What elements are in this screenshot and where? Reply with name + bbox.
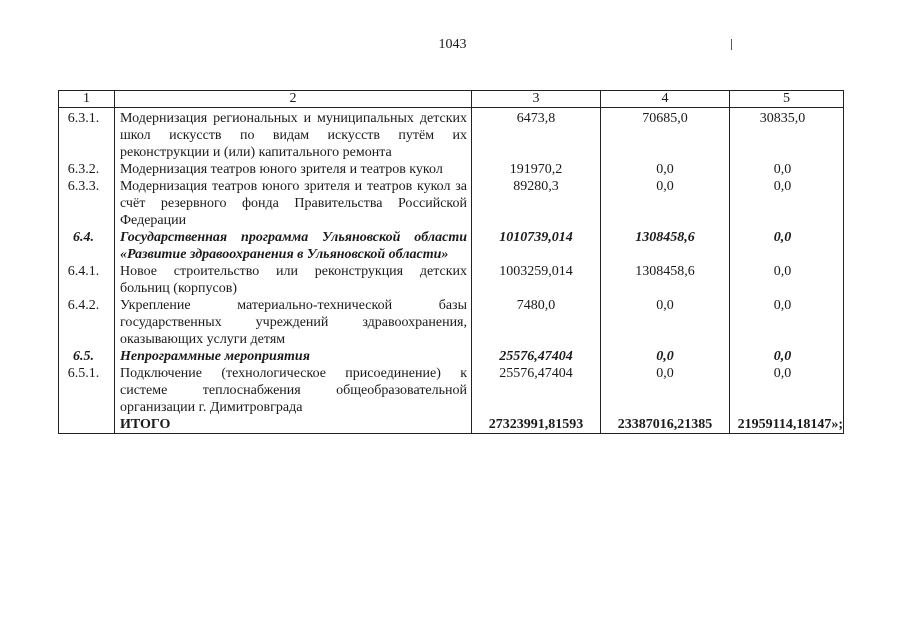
row-value-col5: 0,0 (730, 297, 844, 348)
row-name: Модернизация театров юного зрителя и театров кукол за счёт резервного фонда Правительства Российской Федерации (115, 178, 472, 229)
row-value-col4: 1308458,6 (601, 229, 730, 263)
row-value-col4: 0,0 (601, 365, 730, 416)
row-value-col4: 1308458,6 (601, 263, 730, 297)
row-name: Укрепление материально-технической базы государственных учреждений здравоохранения, оказывающих услуги детям (115, 297, 472, 348)
table-row (59, 365, 844, 416)
budget-table (58, 90, 844, 434)
row-value-col3: 25576,47404 (472, 348, 601, 365)
row-value-col3: 191970,2 (472, 161, 601, 178)
row-number: 6.4.2. (59, 297, 115, 348)
table-row (59, 161, 844, 178)
row-number: 6.5. (59, 348, 115, 365)
row-value-col3: 25576,47404 (472, 365, 601, 416)
row-value-col3: 7480,0 (472, 297, 601, 348)
row-name: Новое строительство или реконструкция детских больниц (корпусов) (115, 263, 472, 297)
table-row (59, 297, 844, 348)
header-col-5: 5 (730, 91, 844, 108)
row-name: Непрограммные мероприятия (115, 348, 472, 365)
row-name: Подключение (технологическое присоединение) к системе теплоснабжения общеобразовательной организации г. Димитровграда (115, 365, 472, 416)
row-value-col4: 0,0 (601, 178, 730, 229)
header-col-4: 4 (601, 91, 730, 108)
total-value-col3: 27323991,81593 (472, 416, 601, 434)
row-number: 6.3.2. (59, 161, 115, 178)
row-number: 6.3.1. (59, 108, 115, 162)
row-value-col5: 0,0 (730, 348, 844, 365)
header-col-3: 3 (472, 91, 601, 108)
row-value-col5: 0,0 (730, 178, 844, 229)
row-value-col4: 0,0 (601, 297, 730, 348)
row-value-col3: 6473,8 (472, 108, 601, 162)
row-value-col5: 30835,0 (730, 108, 844, 162)
row-value-col3: 89280,3 (472, 178, 601, 229)
row-number: 6.5.1. (59, 365, 115, 416)
row-value-col4: 70685,0 (601, 108, 730, 162)
row-value-col3: 1010739,014 (472, 229, 601, 263)
row-value-col5: 0,0 (730, 229, 844, 263)
row-number: 6.3.3. (59, 178, 115, 229)
table-row-total (59, 416, 844, 434)
page-number: 1043 (438, 37, 467, 52)
table-row (59, 178, 844, 229)
row-name: Модернизация региональных и муниципальных детских школ искусств по видам искусств путём их реконструкции и (или) капитального ремонта (115, 108, 472, 162)
row-value-col5: 0,0 (730, 161, 844, 178)
table-row-program (59, 348, 844, 365)
table-row (59, 263, 844, 297)
row-name: Государственная программа Ульяновской области «Развитие здравоохранения в Ульяновской области» (115, 229, 472, 263)
row-name-total: ИТОГО (115, 416, 472, 434)
table-header-row (59, 91, 844, 108)
total-value-col4: 23387016,21385 (601, 416, 730, 434)
row-value-col4: 0,0 (601, 348, 730, 365)
row-value-col3: 1003259,014 (472, 263, 601, 297)
scan-edge-mark (731, 39, 732, 50)
row-number (59, 416, 115, 434)
row-value-col4: 0,0 (601, 161, 730, 178)
row-value-col5: 0,0 (730, 263, 844, 297)
table-row-program (59, 229, 844, 263)
row-number: 6.4. (59, 229, 115, 263)
row-name: Модернизация театров юного зрителя и театров кукол (115, 161, 472, 178)
row-value-col5: 0,0 (730, 365, 844, 416)
table-row (59, 108, 844, 162)
total-value-col5: 21959114,18147»; (730, 416, 844, 434)
row-number: 6.4.1. (59, 263, 115, 297)
header-col-1: 1 (59, 91, 115, 108)
header-col-2: 2 (115, 91, 472, 108)
